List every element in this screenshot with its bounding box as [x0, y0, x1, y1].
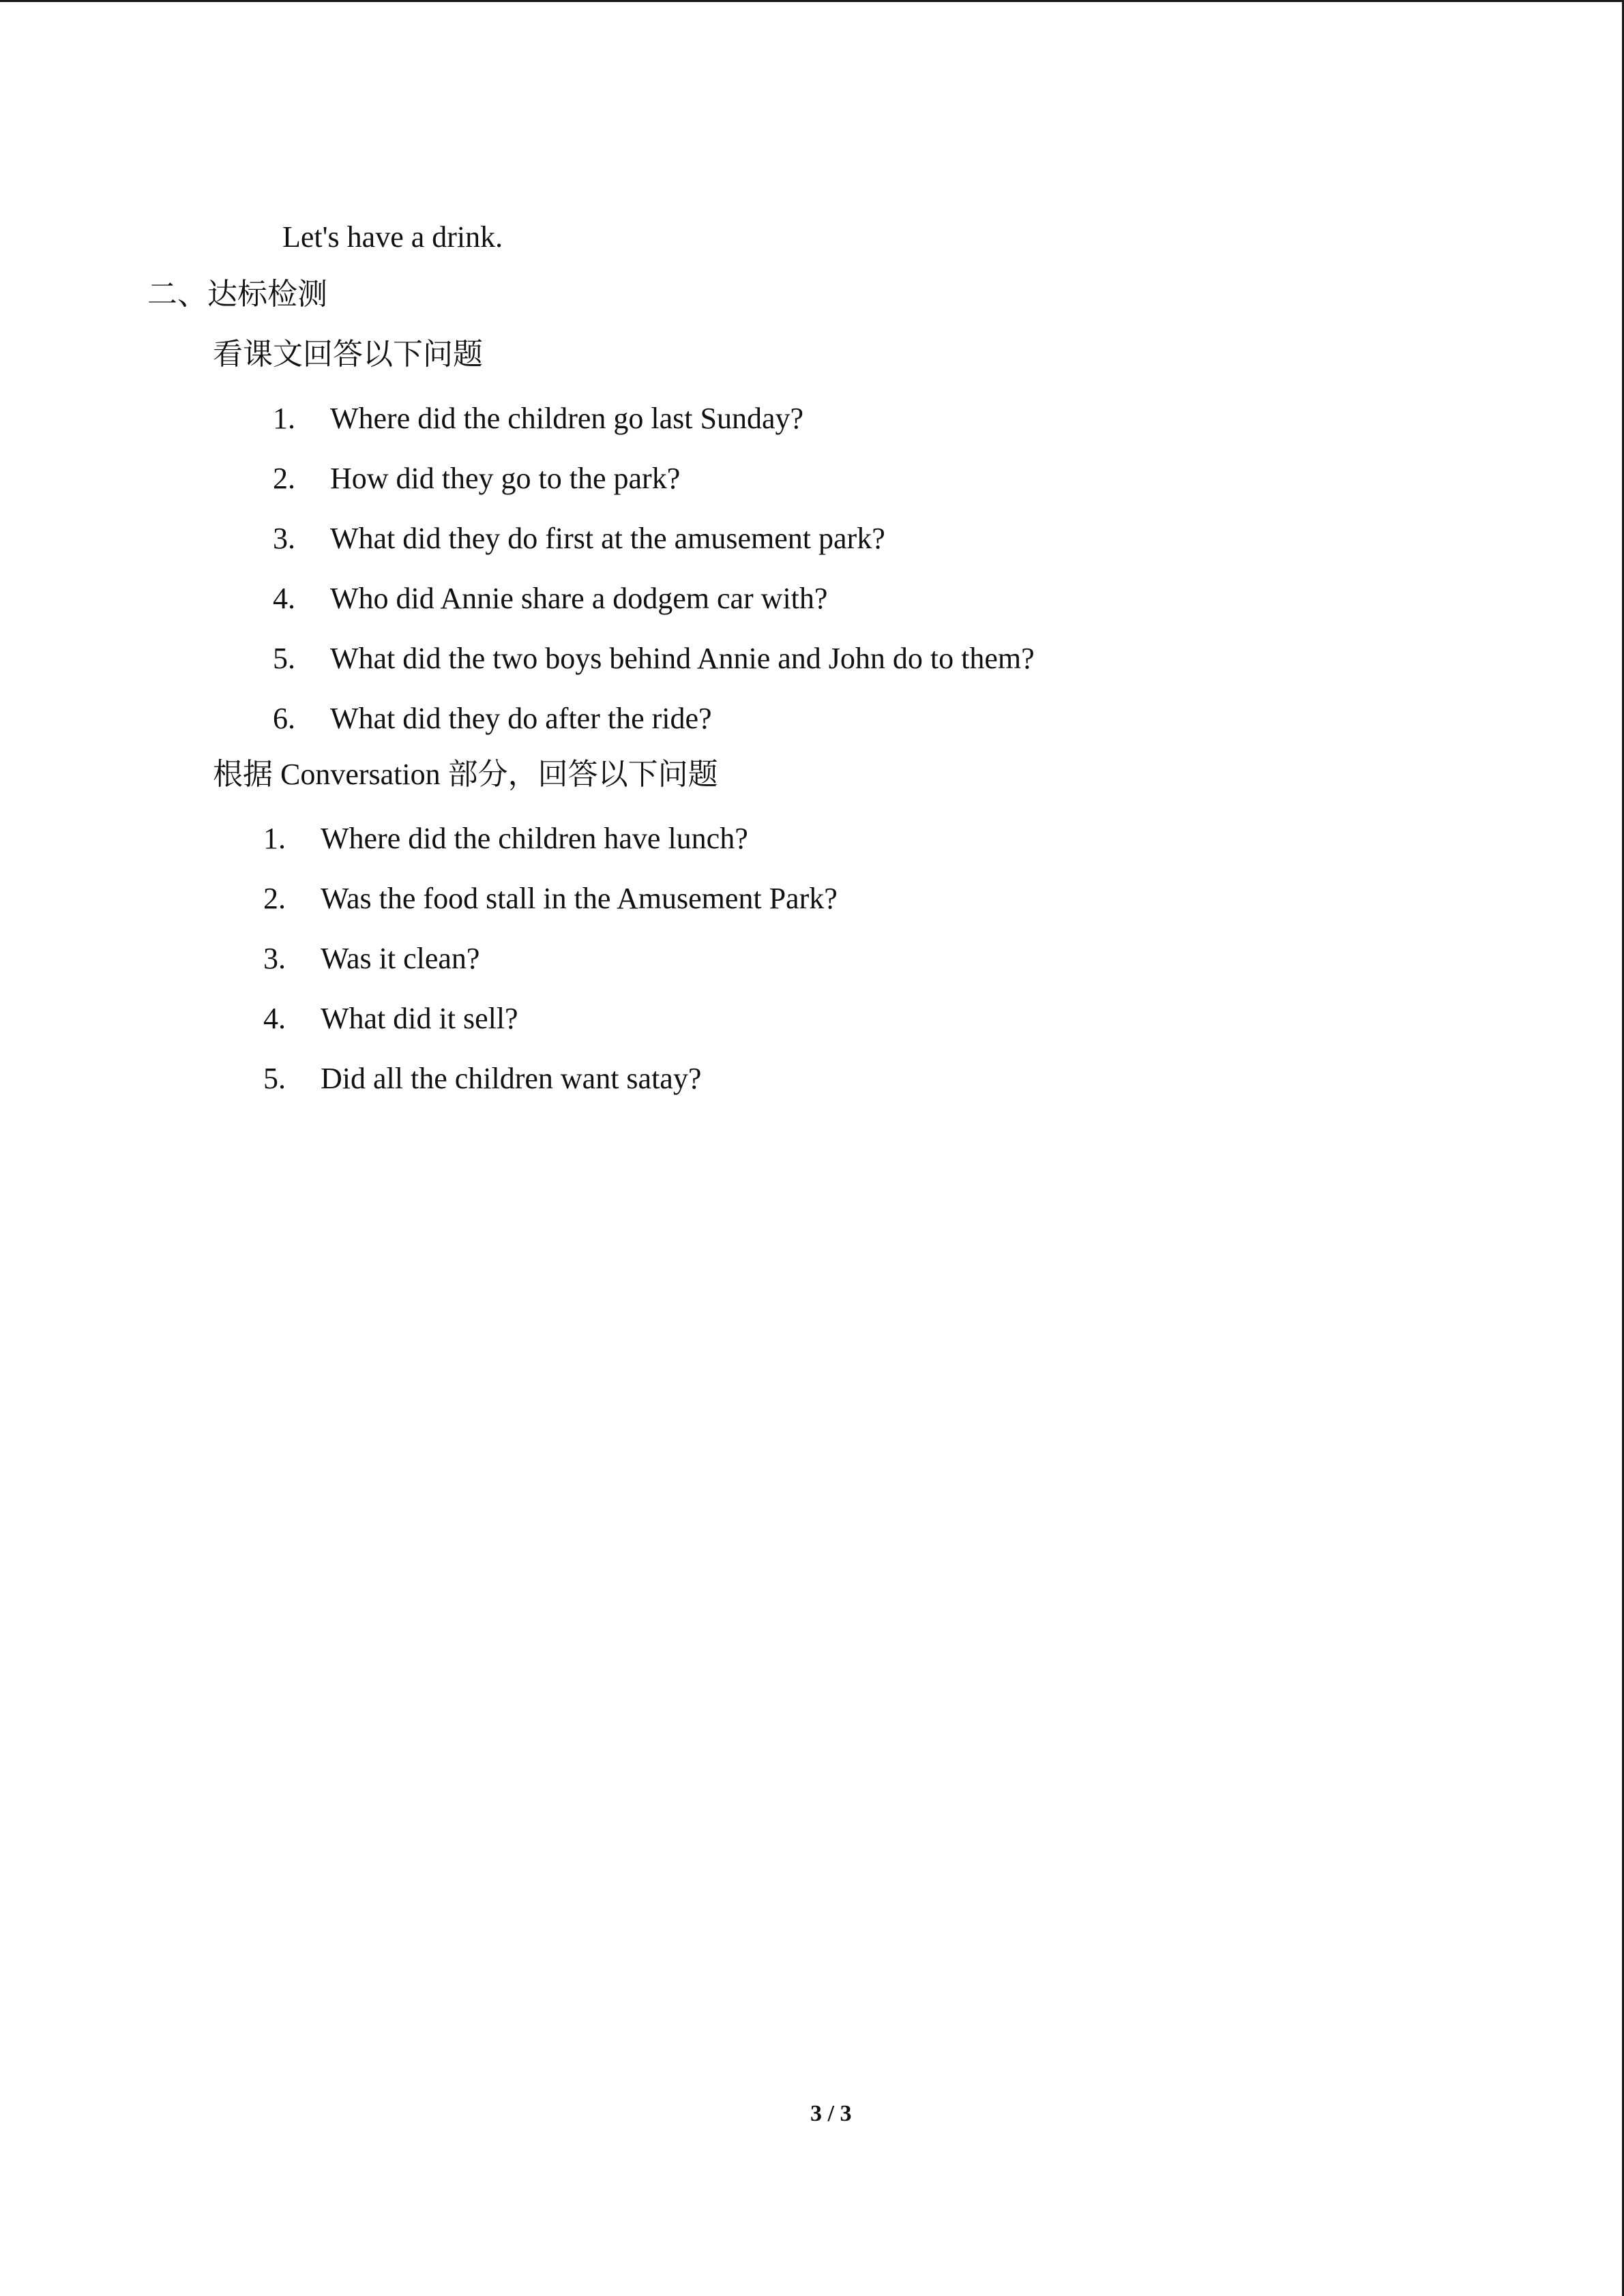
group2-item-3-number: 3.	[263, 942, 286, 975]
group2-item-3-question: Was it clean?	[321, 942, 480, 975]
group2-item-2-question: Was the food stall in the Amusement Park?	[321, 882, 838, 915]
intro-line: Let's have a drink.	[282, 220, 503, 254]
group1-item-5-question: What did the two boys behind Annie and John do to them?	[330, 642, 1035, 675]
group2-item-5-number: 5.	[263, 1062, 286, 1095]
group1-item-3-number: 3.	[273, 522, 295, 555]
section-heading: 二、达标检测	[147, 278, 327, 311]
group1-item-2-number: 2.	[273, 462, 295, 495]
group1-item-4-question: Who did Annie share a dodgem car with?	[330, 582, 828, 615]
group1-item-3-question: What did they do first at the amusement park?	[330, 522, 885, 555]
page-number: 3 / 3	[810, 2101, 852, 2126]
group1-heading: 看课文回答以下问题	[213, 338, 483, 371]
group1-item-2-question: How did they go to the park?	[330, 462, 681, 495]
group2-item-1-number: 1.	[263, 822, 286, 855]
group1-item-6-question: What did they do after the ride?	[330, 702, 712, 735]
page-border-top	[0, 0, 1624, 2]
group2-item-4-number: 4.	[263, 1002, 286, 1035]
group1-item-1-number: 1.	[273, 402, 295, 435]
group1-item-6-number: 6.	[273, 702, 295, 735]
group2-item-5-question: Did all the children want satay?	[321, 1062, 702, 1095]
group1-item-5-number: 5.	[273, 642, 295, 675]
group2-item-1-question: Where did the children have lunch?	[321, 822, 748, 855]
group2-heading: 根据 Conversation 部分，回答以下问题	[213, 758, 718, 791]
group1-item-4-number: 4.	[273, 582, 295, 615]
group2-item-2-number: 2.	[263, 882, 286, 915]
group1-item-1-question: Where did the children go last Sunday?	[330, 402, 804, 435]
group2-item-4-question: What did it sell?	[321, 1002, 518, 1035]
